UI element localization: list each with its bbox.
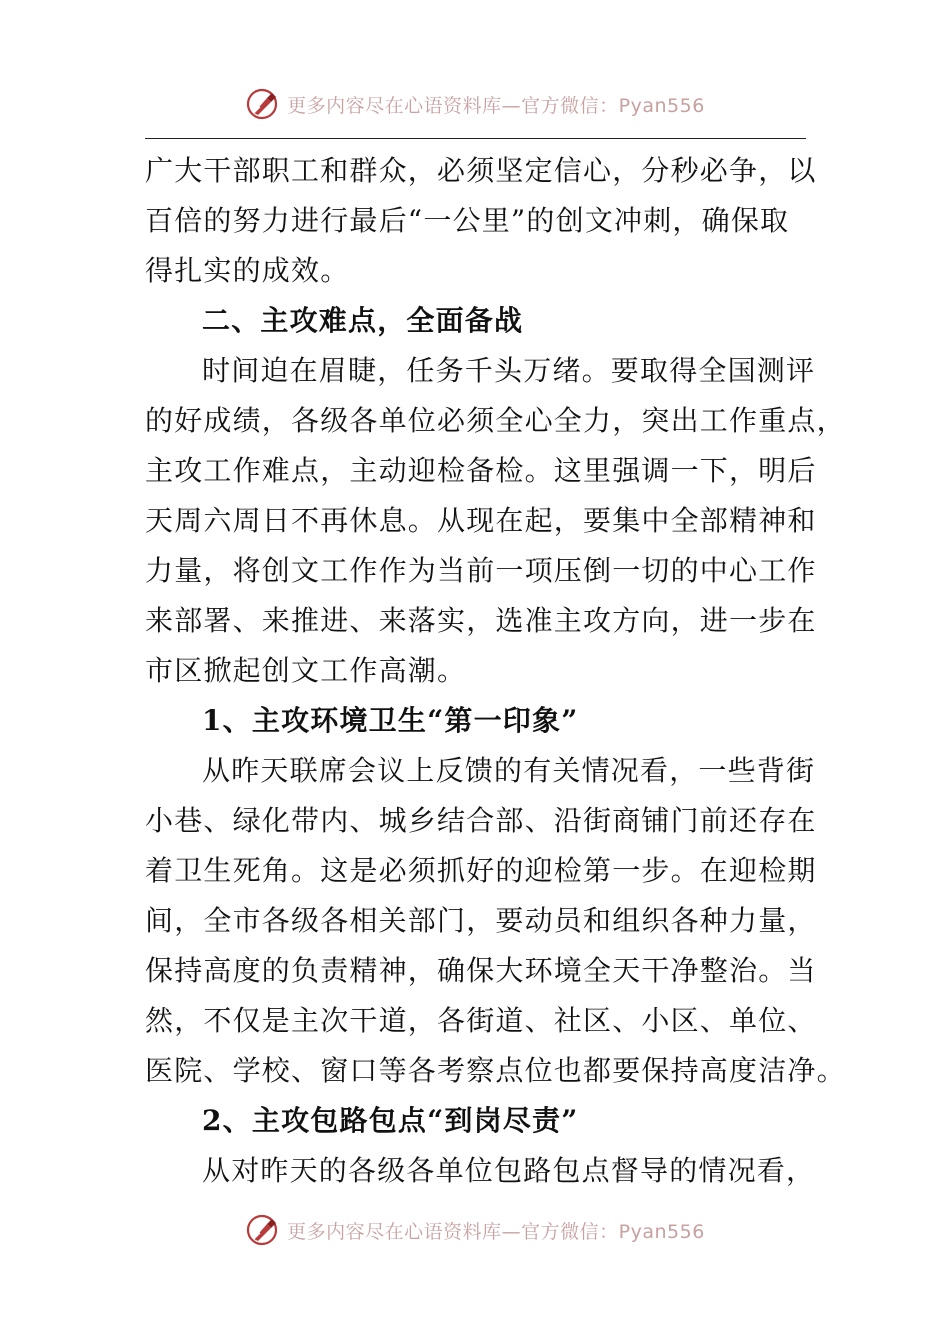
paragraph-line: 来部署、来推进、来落实，选准主攻方向，进一步在 [145, 604, 817, 637]
paragraph-line: 市区掀起创文工作高潮。 [145, 654, 467, 687]
subsection-heading: 2、主攻包路包点“到岗尽责” [202, 1104, 579, 1137]
pen-nib-icon [245, 1212, 281, 1248]
watermark-text: 更多内容尽在心语资料库—官方微信：Pyan556 [287, 94, 705, 117]
subsection-heading: 1、主攻环境卫生“第一印象” [202, 704, 579, 737]
paragraph-line: 时间迫在眉睫，任务千头万绪。要取得全国测评 [202, 354, 816, 387]
paragraph-line: 广大干部职工和群众，必须坚定信心，分秒必争，以 [145, 154, 817, 187]
paragraph-line: 医院、学校、窗口等各考察点位也都要保持高度洁净。 [145, 1054, 846, 1087]
watermark-text: 更多内容尽在心语资料库—官方微信：Pyan556 [287, 1220, 705, 1243]
paragraph-line: 间，全市各级各相关部门，要动员和组织各种力量， [145, 904, 817, 937]
header-watermark [0, 84, 950, 124]
paragraph-line: 保持高度的负责精神，确保大环境全天干净整治。当 [145, 954, 817, 987]
paragraph-line: 着卫生死角。这是必须抓好的迎检第一步。在迎检期 [145, 854, 817, 887]
header-divider [145, 138, 806, 139]
paragraph-line: 从昨天联席会议上反馈的有关情况看，一些背街 [202, 754, 816, 787]
paragraph-line: 得扎实的成效。 [145, 254, 350, 287]
paragraph-line: 主攻工作难点，主动迎检备检。这里强调一下，明后 [145, 454, 817, 487]
pen-nib-icon [245, 86, 281, 122]
paragraph-line: 力量，将创文工作作为当前一项压倒一切的中心工作 [145, 554, 817, 587]
paragraph-line: 的好成绩，各级各单位必须全心全力，突出工作重点， [145, 404, 846, 437]
paragraph-line: 然，不仅是主次干道，各街道、社区、小区、单位、 [145, 1004, 817, 1037]
paragraph-line: 小巷、绿化带内、城乡结合部、沿街商铺门前还存在 [145, 804, 817, 837]
paragraph-line: 天周六周日不再休息。从现在起，要集中全部精神和 [145, 504, 817, 537]
paragraph-line: 从对昨天的各级各单位包路包点督导的情况看， [202, 1154, 816, 1187]
section-heading: 二、主攻难点，全面备战 [202, 304, 524, 337]
document-body [145, 146, 846, 1196]
footer-watermark [0, 1210, 950, 1250]
paragraph-line: 百倍的努力进行最后“一公里”的创文冲刺，确保取 [145, 204, 790, 237]
